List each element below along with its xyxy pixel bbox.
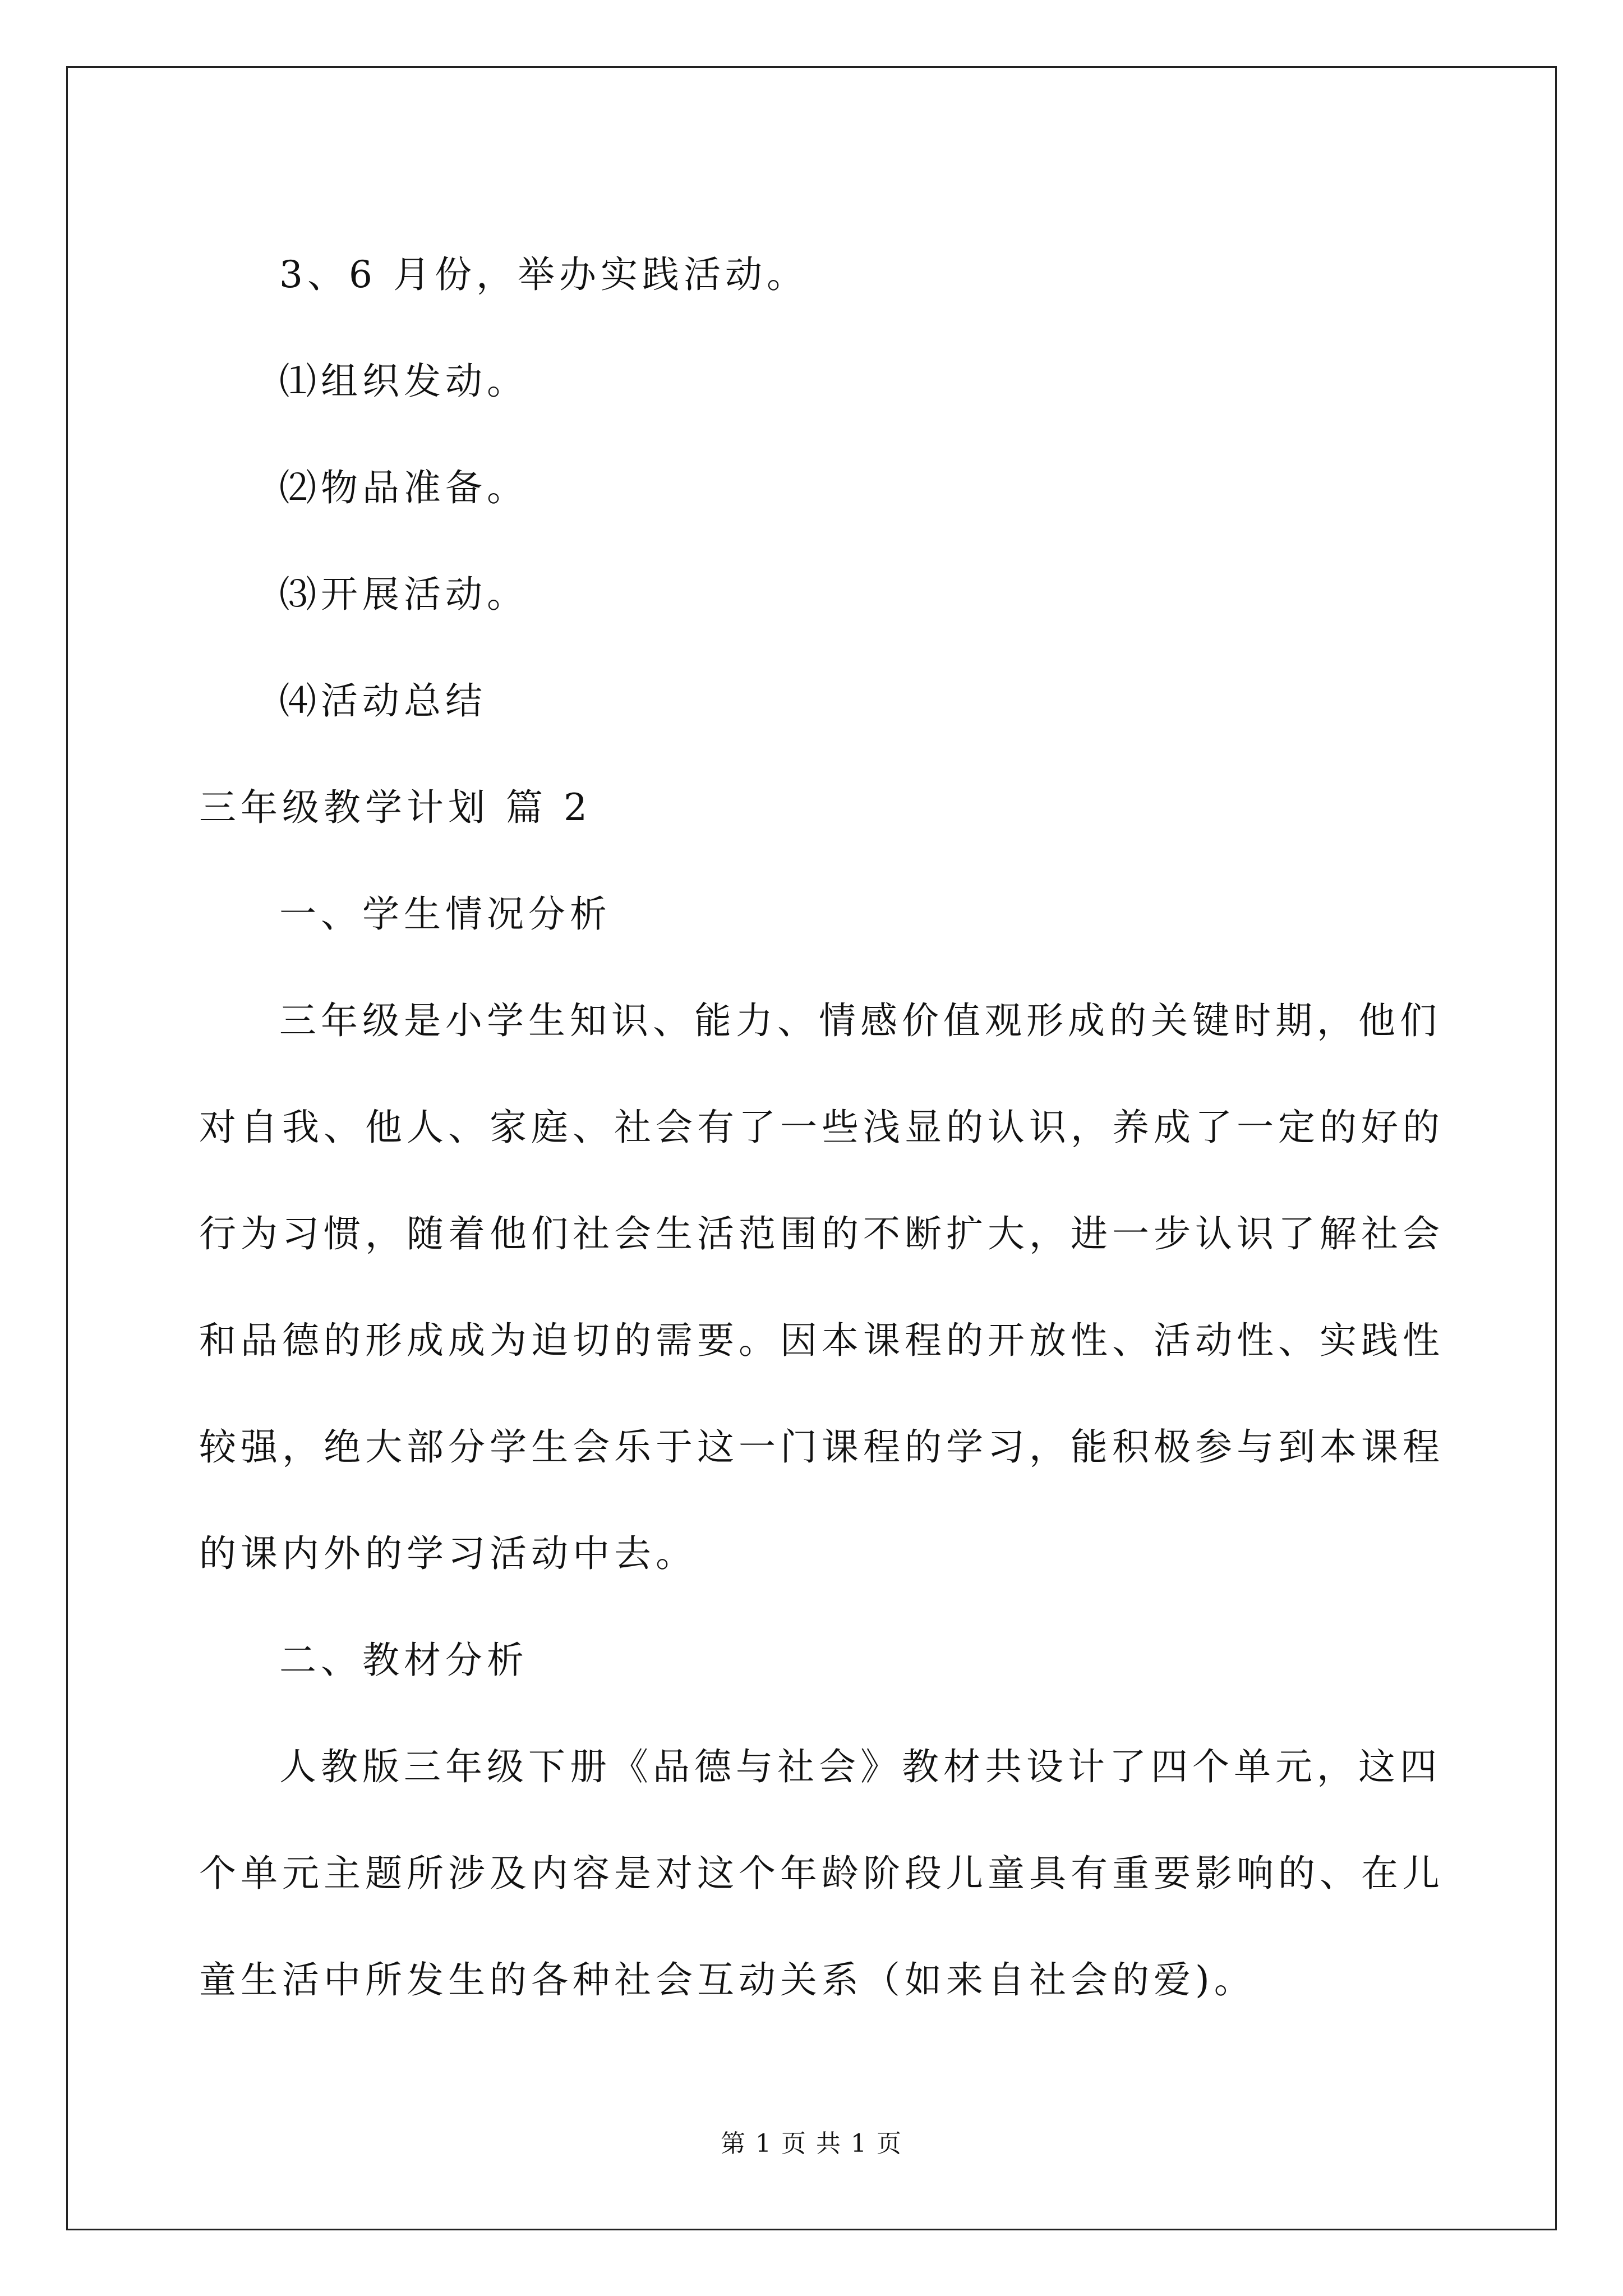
textbook-analysis-section	[199, 1607, 1444, 2033]
section-heading: 二、教材分析	[279, 1639, 528, 1682]
section-heading: 一、学生情况分析	[279, 892, 611, 936]
text-line: ⑴组织发动。	[279, 360, 528, 403]
page-footer: 第 1 页 共 1 页	[721, 2129, 902, 2158]
paragraph-line: 童生活中所发生的各种社会互动关系（如来自社会的爱)。	[199, 1958, 1256, 2001]
paragraph-line: 人教版三年级下册《品德与社会》教材共设计了四个单元，这四	[279, 1745, 1441, 1788]
text-line: 3、6 月份，举办实践活动。	[279, 253, 808, 296]
paragraph-student-analysis	[199, 968, 1444, 1607]
text-line: ⑶开展活动。	[279, 573, 528, 616]
paragraph-line: 对自我、他人、家庭、社会有了一些浅显的认识，养成了一定的好的	[199, 1106, 1444, 1149]
list-section	[199, 222, 1427, 968]
paragraph-line: 和品德的形成成为迫切的需要。因本课程的开放性、活动性、实践性	[199, 1319, 1444, 1362]
text-line: ⑷活动总结	[279, 679, 487, 723]
section-title: 三年级教学计划 篇 2	[199, 786, 592, 829]
paragraph-line: 三年级是小学生知识、能力、情感价值观形成的关键时期，他们	[279, 999, 1441, 1042]
document-body	[199, 222, 1444, 2033]
paragraph-line: 行为习惯，随着他们社会生活范围的不断扩大，进一步认识了解社会	[199, 1212, 1444, 1255]
paragraph-line: 的课内外的学习活动中去。	[199, 1532, 697, 1575]
paragraph-line: 个单元主题所涉及内容是对这个年龄阶段儿童具有重要影响的、在儿	[199, 1852, 1444, 1895]
text-line: ⑵物品准备。	[279, 466, 528, 509]
paragraph-line: 较强，绝大部分学生会乐于这一门课程的学习，能积极参与到本课程	[199, 1425, 1444, 1469]
